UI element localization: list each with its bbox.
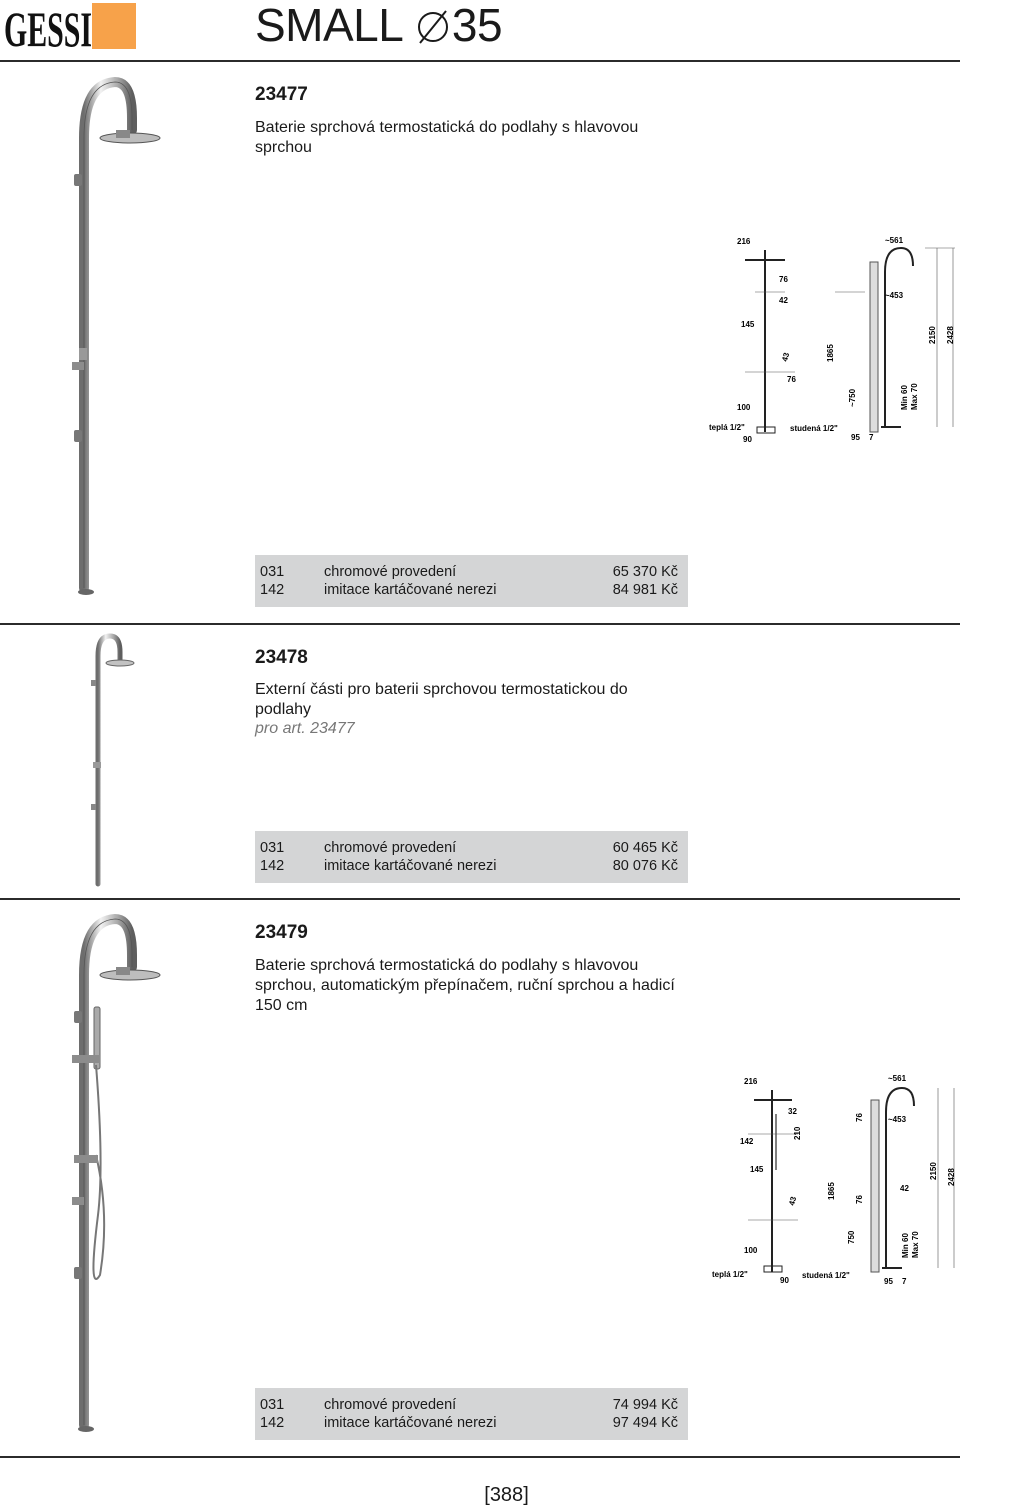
finish-code: 031 [260, 840, 285, 856]
dim-label: teplá 1/2" [709, 423, 745, 432]
dim-label: 76 [779, 275, 788, 284]
finish-code: 031 [260, 564, 285, 580]
dim-label: 95 [851, 433, 860, 442]
dim-label: 2428 [947, 1168, 956, 1186]
product-description: Baterie sprchová termostatická do podlahy s hlavovou sprchou [255, 119, 639, 156]
dim-label: Min 60 [901, 1233, 910, 1258]
price: 65 370 Kč [612, 564, 678, 580]
dim-label: 1865 [827, 1182, 836, 1200]
shower-column-handshower-photo [70, 915, 165, 1435]
brand-name: GESSI [4, 1, 92, 57]
dim-label: 2150 [929, 1162, 938, 1180]
dim-label: ~561 [885, 236, 904, 245]
dim-label: 90 [780, 1276, 789, 1285]
finish-name: imitace kartáčované nerezi [324, 582, 497, 598]
dim-label: 216 [737, 237, 751, 246]
divider [0, 623, 960, 625]
dim-label: 95 [884, 1277, 893, 1286]
price: 60 465 Kč [612, 840, 678, 856]
product-description: Externí části pro baterii sprchovou termostatickou do podlahy [255, 681, 628, 718]
dim-label: 43 [787, 1195, 799, 1207]
product-code: 23477 [255, 84, 308, 105]
price: 84 981 Kč [612, 582, 678, 598]
dim-label: 2150 [928, 326, 937, 344]
dim-label: 750 [847, 1230, 856, 1244]
page-number-value: 388 [489, 1484, 524, 1506]
price: 74 994 Kč [612, 1397, 678, 1413]
dim-label: 42 [900, 1184, 909, 1193]
title-prefix: SMALL [255, 0, 402, 51]
dim-label: Min 60 [900, 385, 909, 410]
price-table [255, 1388, 688, 1440]
dim-label: Max 70 [911, 1231, 920, 1258]
product-note: pro art. 23477 [255, 720, 355, 737]
dim-label: 100 [744, 1246, 758, 1255]
price-row [255, 858, 688, 876]
product-description: Baterie sprchová termostatická do podlahy s hlavovou sprchou, automatickým přepínačem, ruční sprchou a hadicí 150 cm [255, 957, 675, 1014]
dim-label: 76 [787, 375, 796, 384]
finish-code: 142 [260, 582, 285, 598]
finish-name: chromové provedení [324, 1397, 457, 1413]
price: 97 494 Kč [612, 1415, 678, 1431]
dim-label: 76 [855, 1113, 864, 1122]
dim-label: 1865 [826, 344, 835, 362]
shower-column-photo [70, 78, 165, 598]
dim-label: 43 [780, 351, 792, 363]
finish-name: chromové provedení [324, 840, 457, 856]
finish-code: 142 [260, 1415, 285, 1431]
finish-name: chromové provedení [324, 564, 457, 580]
dim-label: 145 [750, 1165, 764, 1174]
dim-label: 142 [740, 1137, 754, 1146]
dim-label: 32 [788, 1107, 797, 1116]
brand-logo [4, 1, 92, 57]
divider [0, 898, 960, 900]
dim-label: Max 70 [910, 383, 919, 410]
product-code: 23479 [255, 922, 308, 943]
page-number: [388] [484, 1484, 529, 1506]
dim-label: studená 1/2" [802, 1271, 850, 1280]
dim-label: 76 [855, 1195, 864, 1204]
technical-drawing [708, 1070, 960, 1290]
dim-label: ~750 [848, 388, 857, 407]
brand-color-square [92, 3, 136, 49]
price: 80 076 Kč [612, 858, 678, 874]
dim-label: 7 [902, 1277, 907, 1286]
price-row [255, 582, 688, 600]
dim-label: 42 [779, 296, 788, 305]
dim-label: 7 [869, 433, 874, 442]
product-code: 23478 [255, 647, 308, 668]
technical-drawing [705, 232, 960, 448]
dim-label: 90 [743, 435, 752, 444]
dim-label: ~453 [888, 1115, 907, 1124]
title-number: 35 [451, 0, 503, 51]
dim-label: ~453 [885, 291, 904, 300]
price-row [255, 840, 688, 858]
dim-label: 145 [741, 320, 755, 329]
diameter-icon [414, 3, 452, 47]
finish-code: 142 [260, 858, 285, 874]
external-parts-photo [88, 634, 138, 889]
finish-code: 031 [260, 1397, 285, 1413]
dim-label: teplá 1/2" [712, 1270, 748, 1279]
dim-label: ~561 [888, 1074, 907, 1083]
price-row [255, 564, 688, 582]
price-table [255, 831, 688, 883]
divider [0, 60, 960, 62]
divider [0, 1456, 960, 1458]
dim-label: 100 [737, 403, 751, 412]
dim-label: 216 [744, 1077, 758, 1086]
price-table [255, 555, 688, 607]
price-row [255, 1415, 688, 1433]
dim-label: 2428 [946, 326, 955, 344]
dim-label: 210 [793, 1126, 802, 1140]
finish-name: imitace kartáčované nerezi [324, 858, 497, 874]
price-row [255, 1397, 688, 1415]
finish-name: imitace kartáčované nerezi [324, 1415, 497, 1431]
page-title [255, 0, 502, 52]
dim-label: studená 1/2" [790, 424, 838, 433]
